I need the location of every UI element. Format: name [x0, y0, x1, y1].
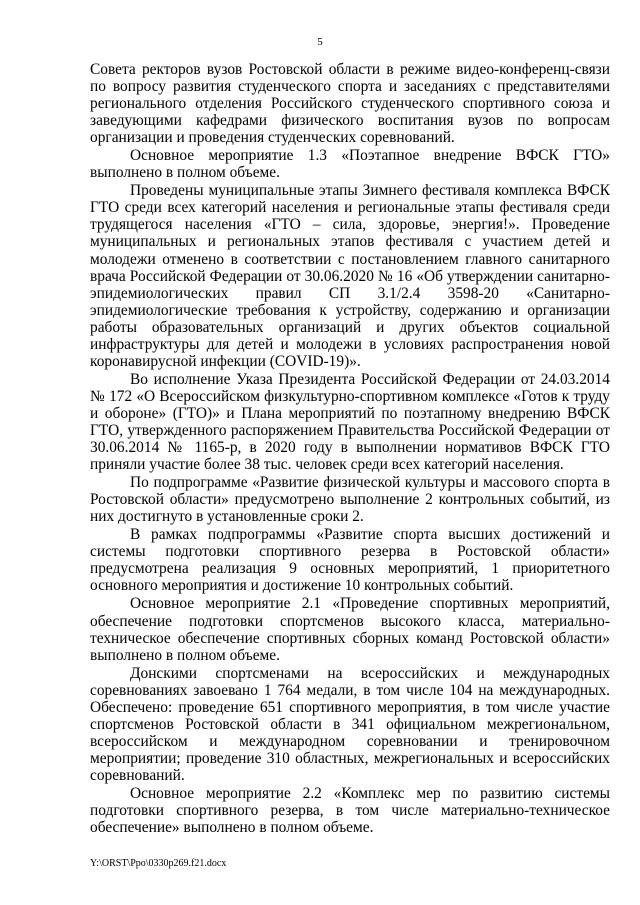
- document-body: [90, 61, 610, 837]
- paragraph-presidential-decree: Во исполнение Указа Президента Российской Федерации от 24.03.2014 № 172 «О Всероссийском физкультурно-спортивном комплексе «Готов к труду и обороне» (ГТО)» и Плана мероприятий по поэтапному внедрению ВФСК ГТО, утвержденного распоряжением Правительства Российской Федерации от 30.06.2014 № 1165-р, в 2020 году в выполнении нормативов ВФСК ГТО приняли участие более 38 тыс. человек среди всех категорий населения.: [90, 370, 610, 474]
- paragraph-high-achievement-subprogram: В рамках подпрограммы «Развитие спорта высших достижений и системы подготовки спортивного резерва в Ростовской области» предусмотрена реализация 9 основных мероприятий, 1 приоритетного основного мероприятия и достижение 10 контрольных событий.: [90, 526, 610, 595]
- paragraph-gto-implementation: Основное мероприятие 1.3 «Поэтапное внедрение ВФСК ГТО» выполнено в полном объеме.: [90, 147, 610, 182]
- paragraph-continuation: Совета ректоров вузов Ростовской области в режиме видео-конференц-связи по вопросу развития студенческого спорта и заседаниях с представителями регионального отделения Российского студенческого спортивного союза и заведующими кафедрами физического воспитания вузов по вопросам организации и проведения студенческих соревнований.: [90, 61, 610, 147]
- page-number: 5: [317, 36, 323, 48]
- paragraph-medals: Донскими спортсменами на всероссийских и международных соревнованиях завоевано 1 764 медали, в том числе 104 на международных. Обеспечено: проведение 651 спортивного мероприятия, в том числе участие спортсменов Ростовской области в 341 официальном межрегиональном, всероссийском и международном соревновании и тренировочном мероприятии; проведение 310 областных, межрегиональных и всероссийских соревнований.: [90, 664, 610, 784]
- footer-file-path: Y:\ORST\Ppo\0330p269.f21.docx: [90, 858, 227, 869]
- paragraph-mass-sport-subprogram: По подпрограмме «Развитие физической культуры и массового спорта в Ростовской области» предусмотрено выполнение 2 контрольных событий, из них достигнуто в установленные сроки 2.: [90, 474, 610, 526]
- paragraph-gto-festival: Проведены муниципальные этапы Зимнего фестиваля комплекса ВФСК ГТО среди всех категорий населения и региональные этапы фестиваля среди трудящегося населения «ГТО – сила, здоровье, энергия!». Проведение муниципальных и региональных этапов фестиваля с участием детей и молодежи отменено в соответствии с постановлением главного санитарного врача Российской Федерации от 30.06.2020 № 16 «Об утверждении санитарно-эпидемиологических правил СП 3.1/2.4 3598-20 «Санитарно-эпидемиологические требования к устройству, содержанию и организации работы образовательных организаций и других объектов социальной инфраструктуры для детей и молодежи в условиях распространения новой коронавирусной инфекции (COVID-19)».: [90, 182, 610, 370]
- paragraph-event-2-1: Основное мероприятие 2.1 «Проведение спортивных мероприятий, обеспечение подготовки спортсменов высокого класса, материально-техническое обеспечение спортивных сборных команд Ростовской области» выполнено в полном объеме.: [90, 595, 610, 664]
- paragraph-event-2-2: Основное мероприятие 2.2 «Комплекс мер по развитию системы подготовки спортивного резерва, в том числе материально-техническое обеспечение» выполнено в полном объеме.: [90, 784, 610, 837]
